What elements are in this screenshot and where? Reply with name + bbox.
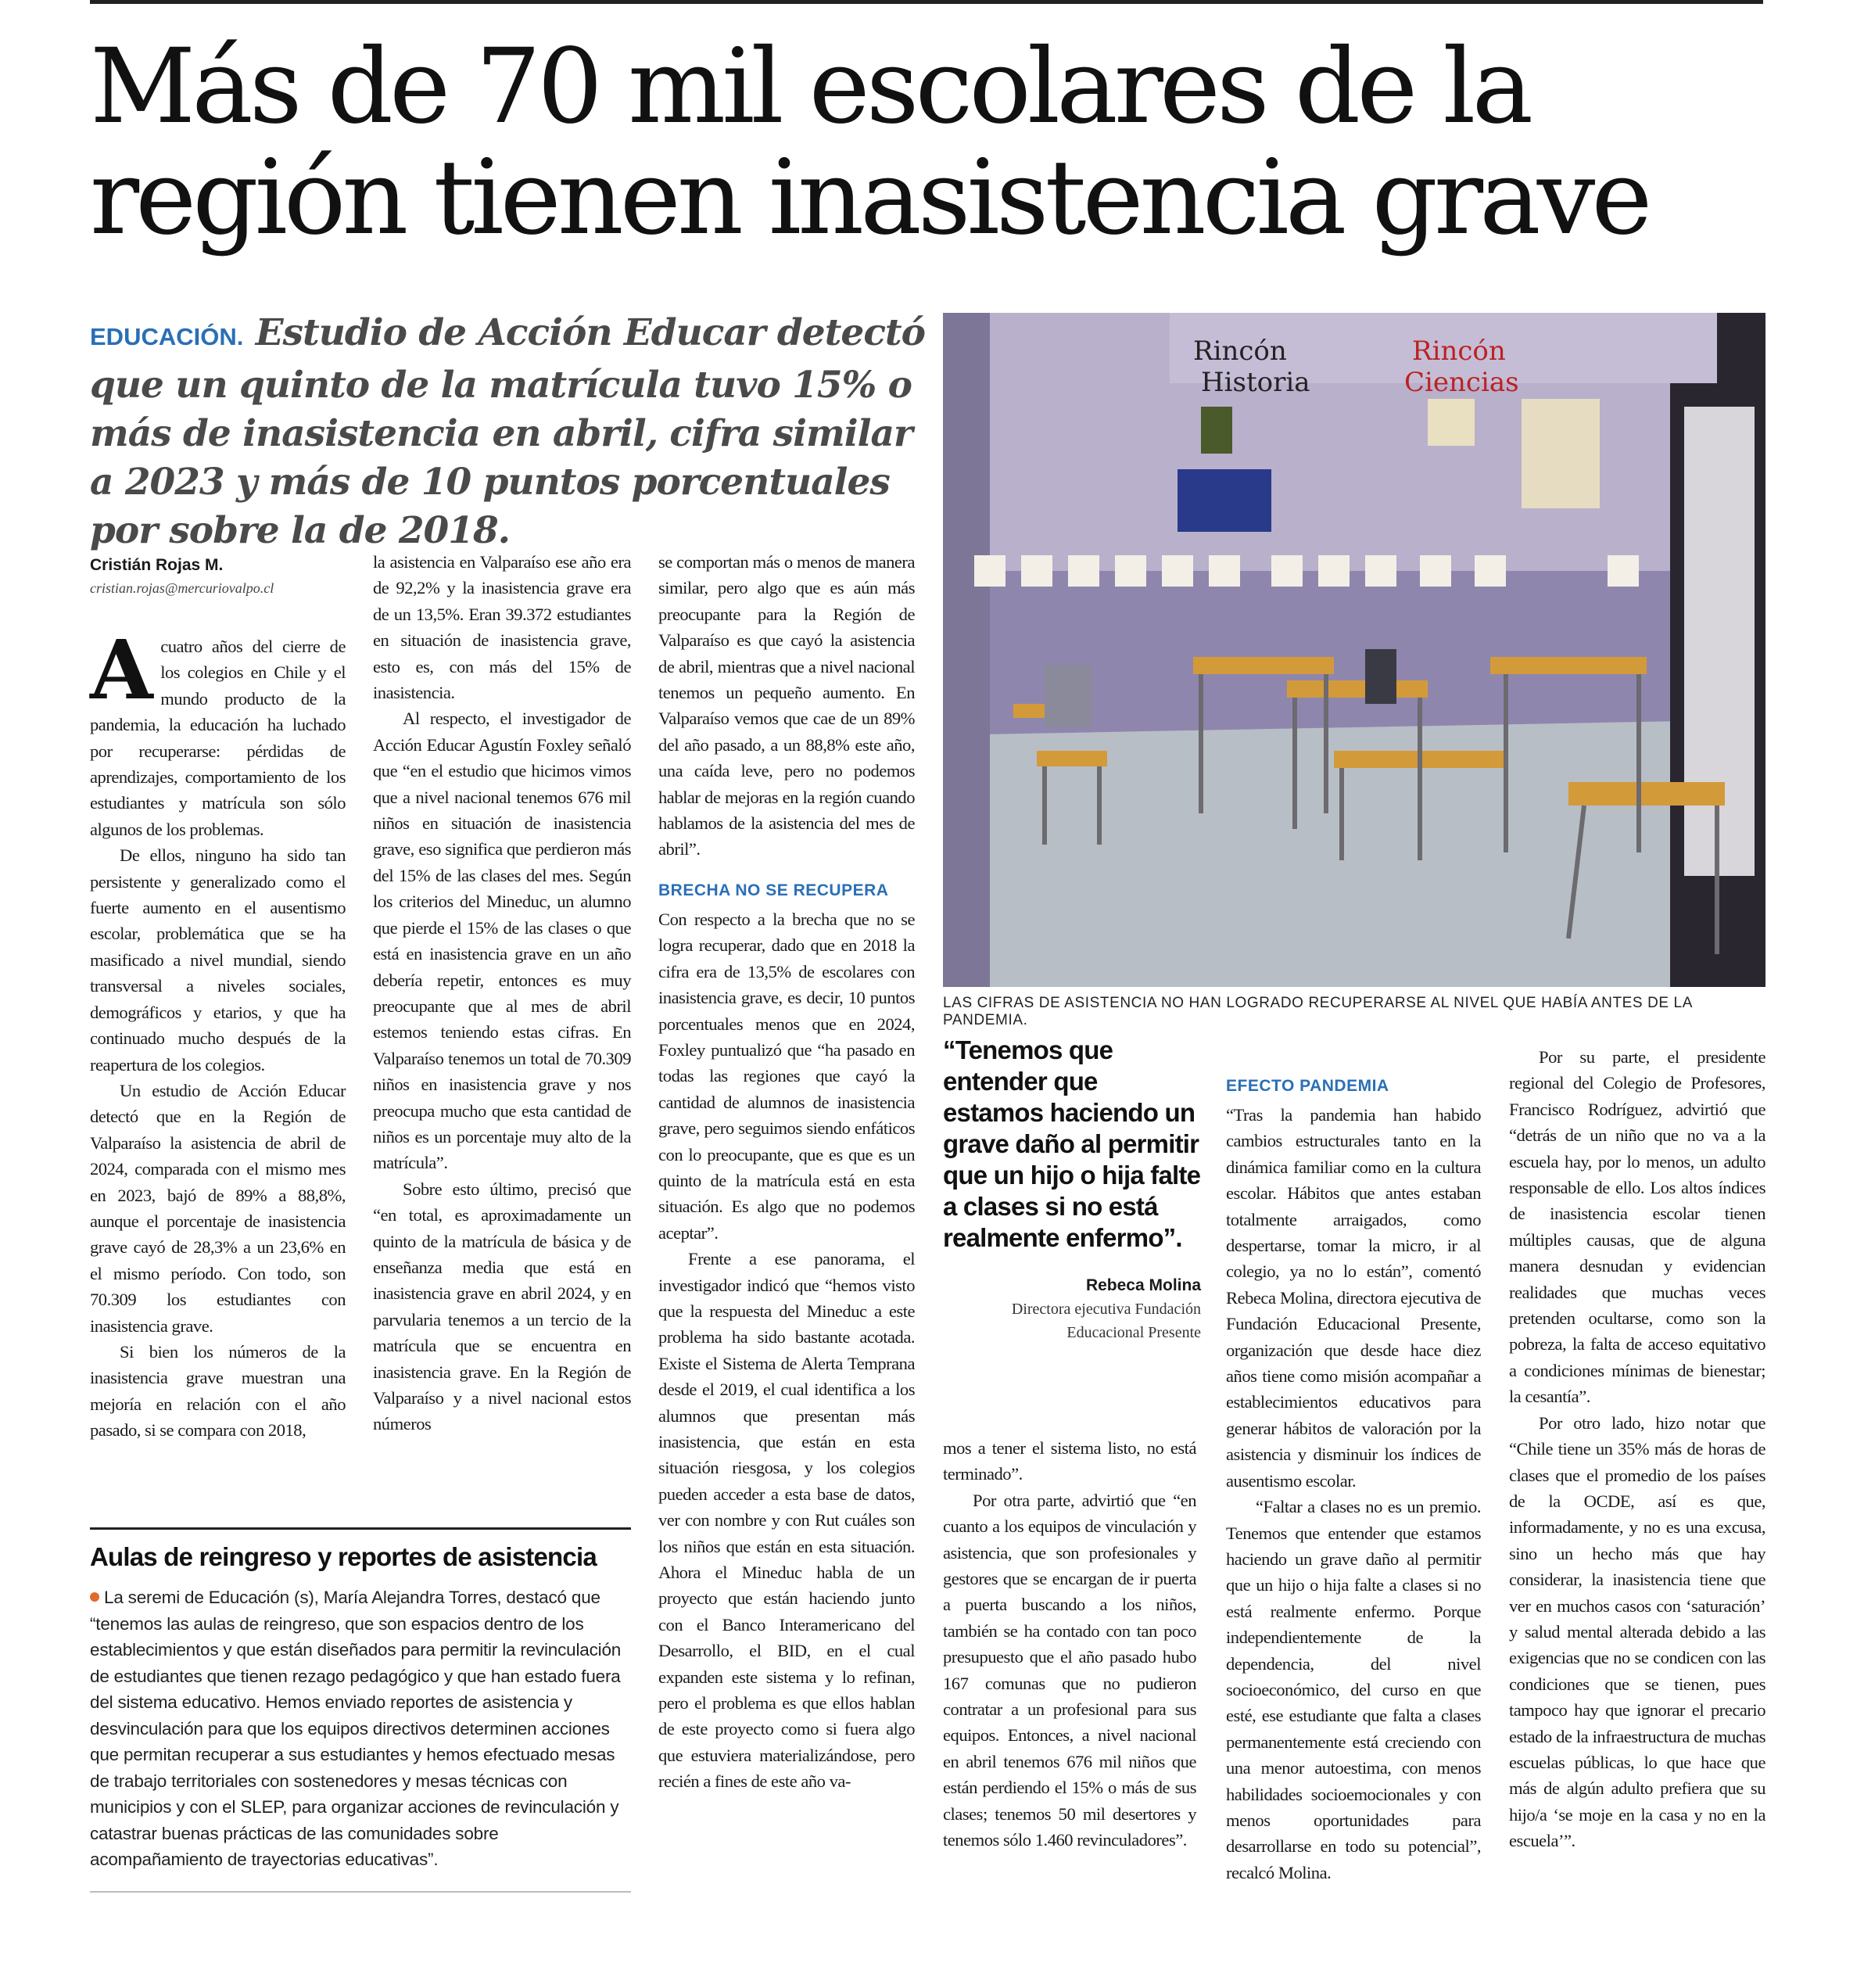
pull-quote-text: “Tenemos que entender que estamos haciendo un grave daño al permitir que un hijo o hija falte a clases si no está realmente enfermo”.	[943, 1035, 1201, 1252]
headline-line-2: región tienen inasistencia grave	[90, 138, 1649, 258]
paragraph: Sobre esto último, precisó que “en total, es aproximadamente un quinto de la matrícula de básica y de enseñanza media que está en inasistencia grave en abril 2024, y en parvularia tenemos a un tercio de la matrícula que se encuentra en inasistencia grave. En la Región de Valparaíso y a nivel nacional estos números	[373, 1179, 631, 1434]
sign-history-2: Historia	[1201, 367, 1310, 398]
bullet-icon	[90, 1592, 99, 1602]
article-column-5	[1226, 1074, 1481, 1886]
paragraph: Por otra parte, advirtió que “en cuanto a los equipos de vinculación y asistencia, que son profesionales y gestores que se encargan de ir puerta a puerta buscando a los niños, también se ha contado con tan poco presupuesto que el año pasado hubo 167 comunas que no pudieron contratar a un profesional para sus equipos. Entonces, a nivel nacional en abril tenemos 676 mil niños que están perdiendo el 15% o más de sus clases; tenemos 50 mil desertores y tenemos sólo 1.460 revinculadores”.	[943, 1490, 1196, 1850]
sign-history-1: Rincón	[1193, 336, 1287, 367]
sign-science-2: Ciencias	[1404, 367, 1519, 398]
subhead-pandemia: EFECTO PANDEMIA	[1226, 1077, 1389, 1095]
photo-caption: LAS CIFRAS DE ASISTENCIA NO HAN LOGRADO RECUPERARSE AL NIVEL QUE HABÍA ANTES DE LA PANDEMIA.	[943, 995, 1692, 1028]
author-email: cristian.rojas@mercuriovalpo.cl	[90, 580, 274, 596]
classroom-illustration	[943, 313, 1765, 987]
paragraph: Con respecto a la brecha que no se logra recuperar, dado que en 2018 la cifra era de 13,5% de escolares con inasistencia grave, es decir, 10 puntos porcentuales menos que en 2024, Foxley puntualizó que “ha pasado en todas las regiones que cayó la cantidad de alumnos de inasistencia grave, pero seguimos siendo enfáticos con lo preocupante, que es que es un quinto de la matrícula está en esta situación. Es algo que no podemos aceptar”.	[658, 909, 915, 1243]
paragraph: Frente a ese panorama, el investigador indicó que “hemos visto que la respuesta del Mineduc a este problema ha sido bastante acotada. Existe el Sistema de Alerta Temprana desde el 2019, el cual identifica a los alumnos que presentan más inasistencia, que están en esta situación riesgosa, y los colegios pueden acceder a esta base de datos, ver con nombre y con Rut cuáles son los niños que están en esta situación. Ahora el Mineduc habla de un proyecto que están haciendo junto con el Banco Interamericano del Desarrollo, el BID, en el cual expanden este sistema y lo refinan, pero el problema es que ellos hablan de este proyecto como si fuera algo que estuviera materializándose, pero recién a fines de este año va-	[658, 1249, 915, 1792]
byline	[90, 554, 356, 599]
article-column-1	[90, 622, 346, 1444]
paragraph: De ellos, ninguno ha sido tan persistente y generalizado como el fuerte aumento en el ausentismo escolar, problemática que se ha masificado a nivel mundial, siendo transversal a niveles sociales, demográficos y etarios, y que ha continuado mucho después de la reapertura de los colegios.	[90, 845, 346, 1075]
paragraph: Al respecto, el investigador de Acción Educar Agustín Foxley señaló que “en el estudio que hicimos vimos que a nivel nacional tenemos 676 mil niños en situación de inasistencia grave, eso significa que perdieron más del 15% de las clases del mes. Según los criterios del Mineduc, un alumno que pierde el 15% de las clases o que está en inasistencia grave en un año debería repetir, entonces es muy preocupante que al mes de abril estemos teniendo estas cifras. En Valparaíso tenemos un total de 70.309 niños en inasistencia grave y nos preocupa mucho que esta cantidad de niños es un porcentaje muy alto de la matrícula”.	[373, 709, 631, 1173]
pull-quote-role: Directora ejecutiva Fundación Educacional Presente	[1011, 1301, 1201, 1341]
paragraph: Un estudio de Acción Educar detectó que en la Región de Valparaíso la asistencia de abril de 2024, comparada con el mismo mes en 2023, bajó de 89% a 88,8%, aunque el porcentaje de inasistencia grave cayó de 28,3% a un 23,6% en el mismo período. Con todo, son 70.309 los estudiantes con inasistencia grave.	[90, 1080, 346, 1336]
box-text: La seremi de Educación (s), María Alejandra Torres, destacó que “tenemos las aulas de reingreso, que son espacios dentro de los establecimientos y que están diseñados para permitir la revinculación de estudiantes que tienen rezago pedagógico y que han estado fuera del sistema educativo. Hemos enviado reportes de asistencia y desvinculación para que los equipos directivos determinen acciones que permitan recuperar a sus estudiantes y hemos efectuado mesas de trabajo territoriales con sostenedores y mesas técnicas con municipios y con el SLEP, para organizar acciones de revinculación y catastrar buenas prácticas de las comunidades sobre acompañamiento de trayectorias educativas”.	[90, 1588, 622, 1869]
paragraph-text: cuatro años del cierre de los colegios en Chile y el mundo producto de la pandemia, la educación ha luchado por recuperarse: pérdidas de aprendizajes, comportamiento de los estudiantes y matrícula son sólo algunos de los problemas.	[90, 637, 346, 839]
pull-quote	[943, 1035, 1201, 1344]
paragraph: la asistencia en Valparaíso ese año era de 92,2% y la inasistencia grave era de un 13,5%. Eran 39.372 estudiantes en situación de inasistencia grave, esto es, con más del 15% de inasistencia.	[373, 552, 631, 703]
lead-text: Estudio de Acción Educar detectó que un quinto de la matrícula tuvo 15% o más de inasistencia en abril, cifra similar a 2023 y más de 10 puntos porcentuales por sobre la de 2018.	[90, 311, 925, 552]
section-label: EDUCACIÓN.	[90, 323, 244, 350]
subhead-brecha: BRECHA NO SE RECUPERA	[658, 881, 889, 899]
paragraph: “Faltar a clases no es un premio. Tenemos que entender que estamos haciendo un grave daño al permitir que un hijo o hija falte a clases si no está realmente enfermo. Porque independientemente de la dependencia, del nivel socioeconómico, del curso en que esté, ese estudiante que falta a clases permanentemente está creciendo con una menor autoestima, con menos habilidades socioemocionales y con menos oportunidades para desarrollarse en todo su potencial”, recalcó Molina.	[1226, 1497, 1481, 1882]
paragraph: mos a tener el sistema listo, no está terminado”.	[943, 1438, 1196, 1484]
paragraph: Por su parte, el presidente regional del Colegio de Profesores, Francisco Rodríguez, advirtió que “detrás de un niño que no va a la escuela hay, por lo menos, un adulto responsable de ello. Los altos índices de inasistencia escolar tienen múltiples causas, que de alguna manera desnudan y evidencian realidades que muchas veces pretenden ocultarse, como son la pobreza, la falta de acceso equitativo a condiciones mínimas de bienestar; la cesantía”.	[1509, 1047, 1765, 1407]
article-column-3	[658, 549, 915, 1795]
box-body	[90, 1584, 631, 1873]
paragraph: “Tras la pandemia han habido cambios estructurales tanto en la dinámica familiar como en la cultura escolar. Hábitos que antes estaban totalmente arraigados, como despertarse, tomar la micro, ir al colegio, ya no lo están”, comentó Rebeca Molina, directora ejecutiva de Fundación Educacional Presente, organización que desde hace diez años tiene como misión acompañar a establecimientos educativos para generar hábitos de valoración por la asistencia y disminuir los índices de ausentismo escolar.	[1226, 1105, 1481, 1491]
lead-paragraph	[90, 309, 927, 555]
author-name: Cristián Rojas M.	[90, 556, 224, 574]
article-column-4	[943, 1435, 1196, 1853]
box-title: Aulas de reingreso y reportes de asistencia	[90, 1542, 597, 1571]
pull-quote-author: Rebeca Molina	[1085, 1276, 1201, 1294]
box-rule	[90, 1527, 631, 1530]
sign-science-1: Rincón	[1412, 336, 1506, 367]
paragraph: se comportan más o menos de manera similar, pero algo que es aún más preocupante para la Región de Valparaíso es que cayó la asistencia de abril, mientras que a nivel nacional tenemos un pequeño aumento. En Valparaíso vemos que cae de un 89% del año pasado, a un 88,8% este año, una caída leve, pero no podemos hablar de mejoras en la región cuando hablamos de la asistencia del mes de abril”.	[658, 552, 915, 859]
article-column-2	[373, 549, 631, 1437]
headline	[90, 27, 1779, 258]
paragraph: Si bien los números de la inasistencia grave muestran una mejoría en relación con el año pasado, si se compara con 2018,	[90, 1341, 346, 1441]
paragraph	[90, 622, 346, 842]
drop-cap: A	[90, 622, 153, 718]
article-column-6	[1509, 1044, 1765, 1854]
top-rule	[90, 0, 1763, 4]
sidebar-box	[90, 1527, 631, 1873]
paragraph: Por otro lado, hizo notar que “Chile tiene un 35% más de horas de clases que el promedio de los países de la OCDE, así es que, informadamente, y no es una excusa, sino un hecho más que hay considerar, la inasistencia tiene que ver en muchos casos con ‘saturación’ y salud mental alterada debido a las exigencias que no se condicen con las condiciones que se tienen, pues tampoco hay que ignorar el precario estado de la infraestructura de muchas escuelas públicas, lo que hace que más de algún adulto prefiera que su hijo/a ‘se moje en la casa y no en la escuela’”.	[1509, 1412, 1765, 1851]
headline-line-1: Más de 70 mil escolares de la	[90, 27, 1530, 147]
classroom-photo	[943, 313, 1765, 987]
box-bottom-rule	[90, 1891, 631, 1893]
